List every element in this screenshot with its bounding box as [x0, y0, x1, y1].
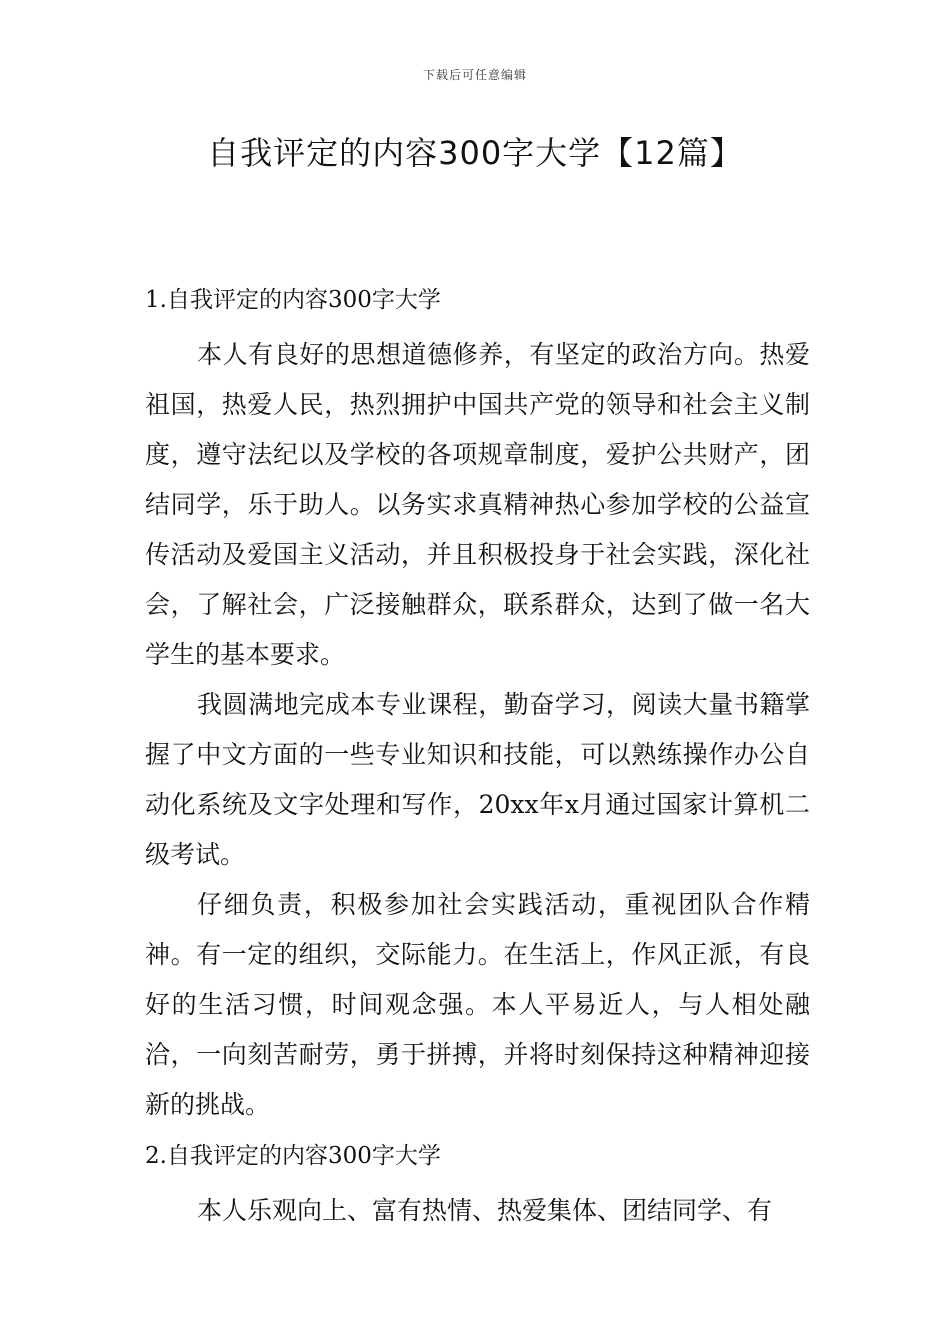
document-title: 自我评定的内容300字大学【12篇】 — [207, 134, 743, 172]
section-1-paragraph-2: 我圆满地完成本专业课程，勤奋学习，阅读大量书籍掌握了中文方面的一些专业知识和技能，可以熟练操作办公自动化系统及文字处理和写作，20xx年x月通过国家计算机二级考试。 — [145, 690, 810, 869]
section-heading-2: 2.自我评定的内容300字大学 — [145, 1143, 441, 1169]
header-note: 下载后可任意编辑 — [422, 68, 527, 82]
section-1-paragraph-1: 本人有良好的思想道德修养，有坚定的政治方向。热爱祖国，热爱人民，热烈拥护中国共产党的领导和社会主义制度，遵守法纪以及学校的各项规章制度，爱护公共财产，团结同学，乐于助人。以务实求真精神热心参加学校的公益宣传活动及爱国主义活动，并且积极投身于社会实践，深化社会，了解社会，广泛接触群众，联系群众，达到了做一名大学生的基本要求。 — [145, 340, 810, 669]
section-2-paragraph-1: 本人乐观向上、富有热情、热爱集体、团结同学、有 — [197, 1196, 773, 1225]
section-1-paragraph-3: 仔细负责，积极参加社会实践活动，重视团队合作精神。有一定的组织，交际能力。在生活上，作风正派，有良好的生活习惯，时间观念强。本人平易近人，与人相处融洽，一向刻苦耐劳，勇于拼搏，并将时刻保持这种精神迎接新的挑战。 — [145, 890, 810, 1119]
section-heading-1: 1.自我评定的内容300字大学 — [145, 287, 441, 313]
document-body — [145, 280, 810, 1236]
